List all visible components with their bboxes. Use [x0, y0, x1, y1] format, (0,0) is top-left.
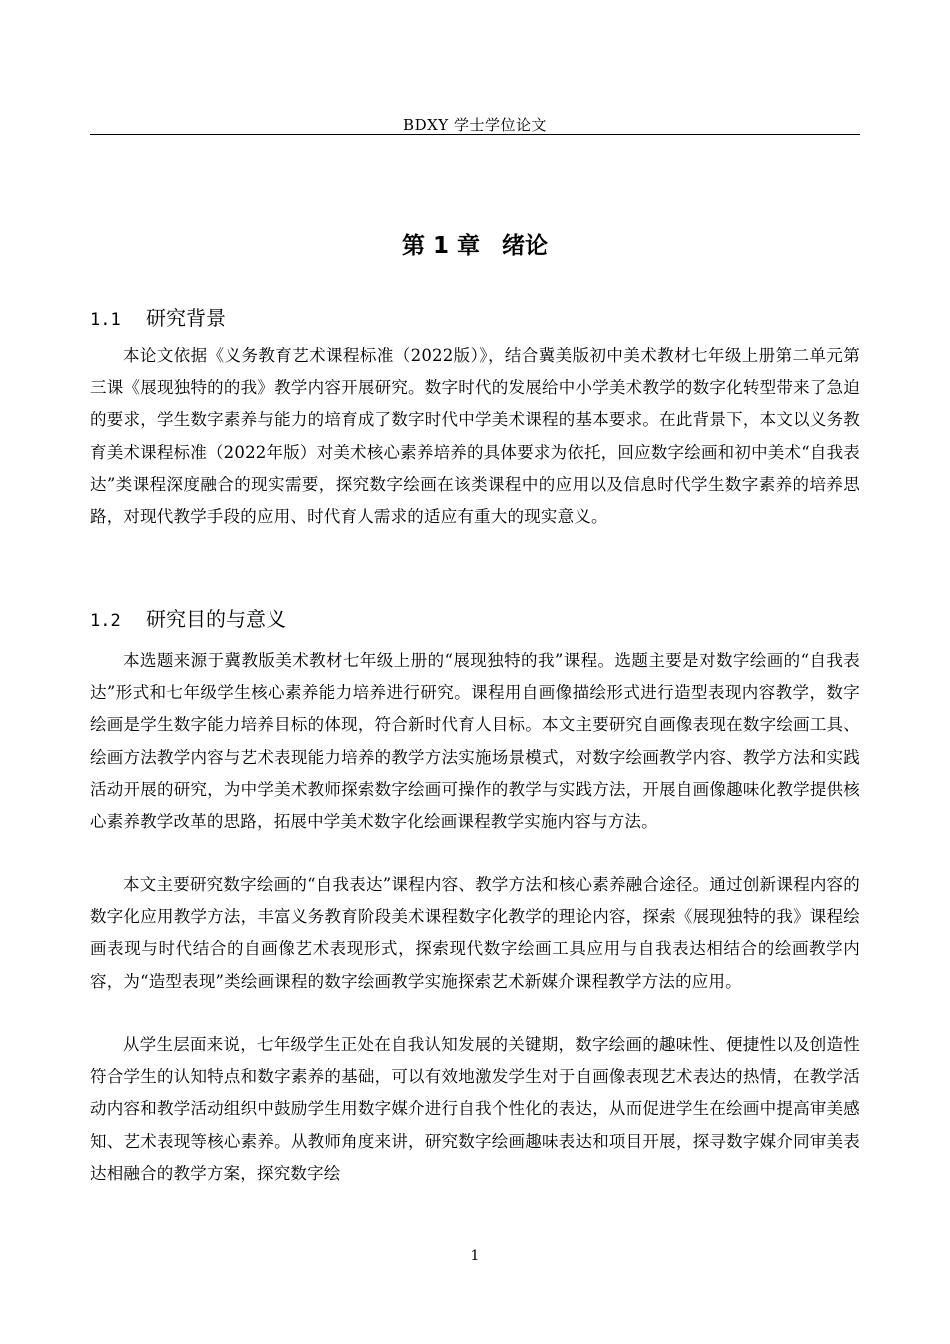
body-paragraph: 本选题来源于冀教版美术教材七年级上册的“展现独特的我”课程。选题主要是对数字绘画的“自我表达”形式和七年级学生核心素养能力培养进行研究。课程用自画像描绘形式进行造型表现内容教学，数字绘画是学生数字能力培养目标的体现，符合新时代育人目标。本文主要研究自画像表现在数字绘画工具、绘画方法教学内容与艺术表现能力培养的教学方法实施场景模式，对数字绘画教学内容、教学方法和实践活动开展的研究，为中学美术教师探索数字绘画可操作的教学与实践方法，开展自画像趣味化教学提供核心素养教学改革的思路，拓展中学美术数字化绘画课程教学实施内容与方法。: [90, 651, 860, 832]
chapter-number: 第 1 章: [401, 233, 481, 259]
section-number: 1.2: [90, 611, 121, 631]
page-number: 1: [470, 1248, 480, 1264]
chapter-name: 绪论: [502, 233, 549, 259]
header-rule: [90, 134, 860, 135]
chapter-title: [90, 232, 860, 260]
section-heading-1-2: [90, 606, 860, 634]
body-paragraph: 从学生层面来说，七年级学生正处在自我认知发展的关键期，数字绘画的趣味性、便捷性以及创造性符合学生的认知特点和数字素养的基础，可以有效地激发学生对于自画像表现艺术表达的热情，在教学活动内容和教学活动组织中鼓励学生用数字媒介进行自我个性化的表达，从而促进学生在绘画中提高审美感知、艺术表现等核心素养。从教师角度来讲，研究数字绘画趣味表达和项目开展，探寻数字媒介同审美表达相融合的教学方案，探究数字绘: [90, 1035, 860, 1183]
section-title: 研究背景: [146, 306, 226, 330]
section-title: 研究目的与意义: [146, 607, 286, 631]
section-number: 1.1: [90, 310, 121, 330]
body-paragraph: 本文主要研究数字绘画的“自我表达”课程内容、教学方法和核心素养融合途径。通过创新课程内容的数字化应用教学方法，丰富义务教育阶段美术课程数字化教学的理论内容，探索《展现独特的我》课程绘画表现与时代结合的自画像艺术表现形式，探索现代数字绘画工具应用与自我表达相结合的绘画教学内容，为“造型表现”类绘画课程的数字绘画教学实施探索艺术新媒介课程教学方法的应用。: [90, 875, 860, 991]
running-header: BDXY 学士学位论文: [403, 116, 547, 134]
section-heading-1-1: [90, 305, 860, 333]
body-paragraph: 本论文依据《义务教育艺术课程标准（2022版）》，结合冀美版初中美术教材七年级上册第二单元第三课《展现独特的的我》教学内容开展研究。数字时代的发展给中小学美术教学的数字化转型带来了急迫的要求，学生数字素养与能力的培育成了数字时代中学美术课程的基本要求。在此背景下，本文以义务教育美术课程标准（2022年版）对美术核心素养培养的具体要求为依托，回应数字绘画和初中美术“自我表达”类课程深度融合的现实需要，探究数字绘画在该类课程中的应用以及信息时代学生数字素养的培养思路，对现代教学手段的应用、时代育人需求的适应有重大的现实意义。: [90, 346, 860, 527]
